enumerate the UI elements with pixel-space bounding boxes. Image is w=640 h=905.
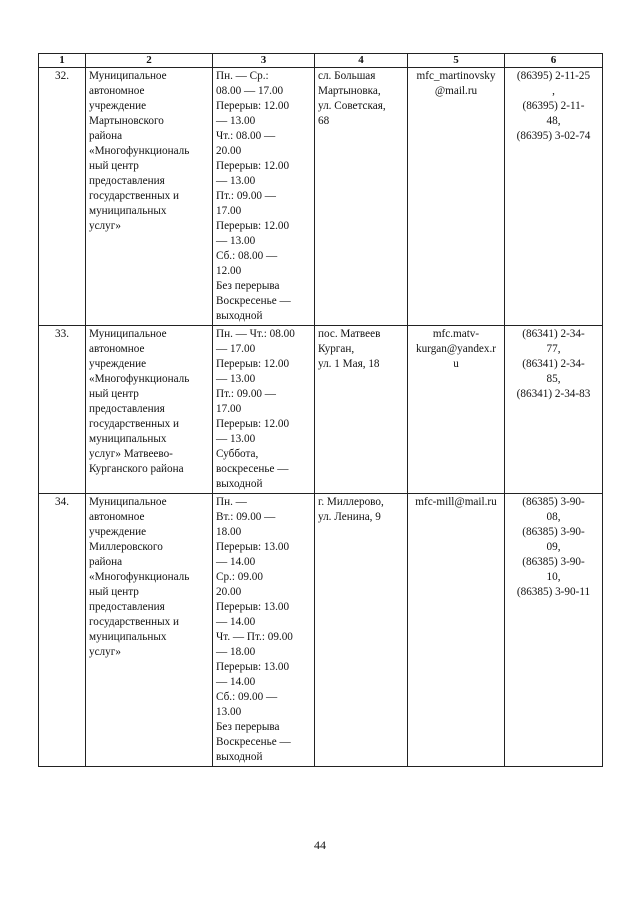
institution-name-line: Курганского района: [89, 463, 184, 475]
column-header: 3: [213, 54, 315, 68]
column-header: 6: [505, 54, 603, 68]
working-hours-line: Воскресенье —: [216, 295, 291, 307]
institution-name-line: Муниципальное: [89, 328, 167, 340]
phone-line: 85,: [546, 373, 561, 385]
address-line: Мартыновка,: [318, 85, 381, 97]
working-hours-line: Перерыв: 12.00: [216, 220, 290, 232]
working-hours-line: Пн. — Ср.:: [216, 70, 269, 82]
working-hours-line: Суббота,: [216, 448, 259, 460]
working-hours-line: Сб.: 08.00 —: [216, 250, 278, 262]
mfc-table: [38, 53, 603, 767]
page-number: 44: [314, 838, 326, 852]
working-hours-line: Перерыв: 12.00: [216, 358, 290, 370]
email-line: u: [453, 358, 459, 370]
working-hours-cell: [213, 494, 315, 767]
working-hours-line: Перерыв: 12.00: [216, 100, 290, 112]
phone-line: (86395) 3-02-74: [516, 130, 591, 142]
institution-name-line: учреждение: [89, 526, 147, 538]
institution-name-line: «Многофункциональ: [89, 571, 190, 583]
institution-name-line: учреждение: [89, 100, 147, 112]
working-hours-line: Пн. — Чт.: 08.00: [216, 328, 295, 340]
email-line: mfc_martinovsky: [416, 70, 496, 82]
institution-name-line: государственных и: [89, 616, 180, 628]
address-line: сл. Большая: [318, 70, 376, 82]
email-cell: [408, 494, 505, 767]
working-hours-line: Чт. — Пт.: 09.00: [216, 631, 293, 643]
working-hours-line: воскресенье —: [216, 463, 289, 475]
phone-cell: [505, 494, 603, 767]
address-line: 68: [318, 115, 330, 127]
phone-line: (86385) 3-90-: [522, 556, 585, 568]
phone-line: ,: [552, 85, 555, 97]
phone-line: 77,: [546, 343, 561, 355]
institution-name-line: муниципальных: [89, 433, 167, 445]
phone-line: (86341) 2-34-: [522, 358, 585, 370]
institution-name-line: автономное: [89, 343, 145, 355]
working-hours-line: выходной: [216, 751, 263, 763]
institution-name-line: учреждение: [89, 358, 147, 370]
working-hours-line: — 14.00: [216, 616, 256, 628]
row-number-cell: 33.: [39, 326, 86, 494]
phone-line: 48,: [546, 115, 561, 127]
phone-line: (86385) 3-90-: [522, 526, 585, 538]
institution-name-line: муниципальных: [89, 631, 167, 643]
phone-line: (86341) 2-34-83: [516, 388, 591, 400]
institution-name-line: предоставления: [89, 601, 165, 613]
column-header: 1: [39, 54, 86, 68]
institution-name-line: автономное: [89, 511, 145, 523]
institution-name-cell: [86, 68, 213, 326]
institution-name-line: ный центр: [89, 388, 139, 400]
address-line: ул. Ленина, 9: [318, 511, 381, 523]
working-hours-cell: [213, 68, 315, 326]
phone-line: 10,: [546, 571, 561, 583]
working-hours-line: — 18.00: [216, 646, 256, 658]
institution-name-cell: [86, 494, 213, 767]
table-row: [39, 494, 603, 767]
phone-line: (86395) 2-11-: [522, 100, 585, 112]
working-hours-line: Перерыв: 13.00: [216, 661, 290, 673]
table-row: [39, 326, 603, 494]
institution-name-line: района: [89, 556, 123, 568]
address-line: г. Миллерово,: [318, 496, 384, 508]
institution-name-line: Миллеровского: [89, 541, 163, 553]
row-number-cell: 32.: [39, 68, 86, 326]
email-line: mfc.matv-: [432, 328, 480, 340]
institution-name-line: Мартыновского: [89, 115, 164, 127]
column-header: 5: [408, 54, 505, 68]
institution-name-line: «Многофункциональ: [89, 373, 190, 385]
header-row: [39, 54, 603, 68]
working-hours-line: — 13.00: [216, 175, 256, 187]
institution-name-line: ный центр: [89, 160, 139, 172]
column-header: 2: [86, 54, 213, 68]
institution-name-line: предоставления: [89, 175, 165, 187]
working-hours-line: выходной: [216, 478, 263, 490]
working-hours-line: Без перерыва: [216, 280, 280, 292]
working-hours-line: Перерыв: 12.00: [216, 160, 290, 172]
address-line: пос. Матвеев: [318, 328, 381, 340]
working-hours-line: — 13.00: [216, 433, 256, 445]
address-line: Курган,: [318, 343, 355, 355]
working-hours-line: Чт.: 08.00 —: [216, 130, 276, 142]
address-cell: [315, 326, 408, 494]
institution-name-line: услуг»: [89, 646, 121, 658]
working-hours-line: Перерыв: 12.00: [216, 418, 290, 430]
working-hours-line: Без перерыва: [216, 721, 280, 733]
working-hours-line: — 13.00: [216, 115, 256, 127]
table-row: [39, 68, 603, 326]
working-hours-line: — 14.00: [216, 676, 256, 688]
working-hours-cell: [213, 326, 315, 494]
institution-name-line: района: [89, 130, 123, 142]
row-number-cell: 34.: [39, 494, 86, 767]
email-cell: [408, 326, 505, 494]
institution-name-line: ный центр: [89, 586, 139, 598]
working-hours-line: 17.00: [216, 205, 242, 217]
email-cell: [408, 68, 505, 326]
address-cell: [315, 68, 408, 326]
institution-name-line: автономное: [89, 85, 145, 97]
institution-name-line: предоставления: [89, 403, 165, 415]
working-hours-line: 12.00: [216, 265, 242, 277]
institution-name-line: Муниципальное: [89, 70, 167, 82]
working-hours-line: Пт.: 09.00 —: [216, 190, 276, 202]
email-line: mfc-mill@mail.ru: [415, 496, 497, 508]
address-cell: [315, 494, 408, 767]
working-hours-line: Ср.: 09.00: [216, 571, 263, 583]
working-hours-line: Перерыв: 13.00: [216, 601, 290, 613]
address-line: ул. 1 Мая, 18: [318, 358, 380, 370]
institution-name-line: Муниципальное: [89, 496, 167, 508]
working-hours-line: — 13.00: [216, 373, 256, 385]
working-hours-line: 08.00 — 17.00: [216, 85, 284, 97]
working-hours-line: — 17.00: [216, 343, 256, 355]
working-hours-line: 20.00: [216, 145, 242, 157]
working-hours-line: Пн. —: [216, 496, 247, 508]
column-header: 4: [315, 54, 408, 68]
working-hours-line: Сб.: 09.00 —: [216, 691, 278, 703]
working-hours-line: 18.00: [216, 526, 242, 538]
phone-line: 09,: [546, 541, 561, 553]
email-line: @mail.ru: [434, 85, 478, 97]
institution-name-line: «Многофункциональ: [89, 145, 190, 157]
phone-line: (86385) 3-90-11: [516, 586, 591, 598]
working-hours-line: Перерыв: 13.00: [216, 541, 290, 553]
institution-name-line: государственных и: [89, 190, 180, 202]
working-hours-line: 20.00: [216, 586, 242, 598]
institution-name-line: муниципальных: [89, 205, 167, 217]
working-hours-line: 17.00: [216, 403, 242, 415]
phone-cell: [505, 68, 603, 326]
phone-line: (86395) 2-11-25: [516, 70, 591, 82]
institution-name-cell: [86, 326, 213, 494]
phone-cell: [505, 326, 603, 494]
working-hours-line: Вт.: 09.00 —: [216, 511, 276, 523]
email-line: kurgan@yandex.r: [416, 343, 496, 355]
phone-line: (86385) 3-90-: [522, 496, 585, 508]
phone-line: 08,: [546, 511, 561, 523]
working-hours-line: выходной: [216, 310, 263, 322]
institution-name-line: услуг»: [89, 220, 121, 232]
working-hours-line: — 13.00: [216, 235, 256, 247]
working-hours-line: — 14.00: [216, 556, 256, 568]
working-hours-line: Воскресенье —: [216, 736, 291, 748]
institution-name-line: государственных и: [89, 418, 180, 430]
institution-name-line: услуг» Матвеево-: [89, 448, 173, 460]
working-hours-line: Пт.: 09.00 —: [216, 388, 276, 400]
working-hours-line: 13.00: [216, 706, 242, 718]
phone-line: (86341) 2-34-: [522, 328, 585, 340]
address-line: ул. Советская,: [318, 100, 386, 112]
